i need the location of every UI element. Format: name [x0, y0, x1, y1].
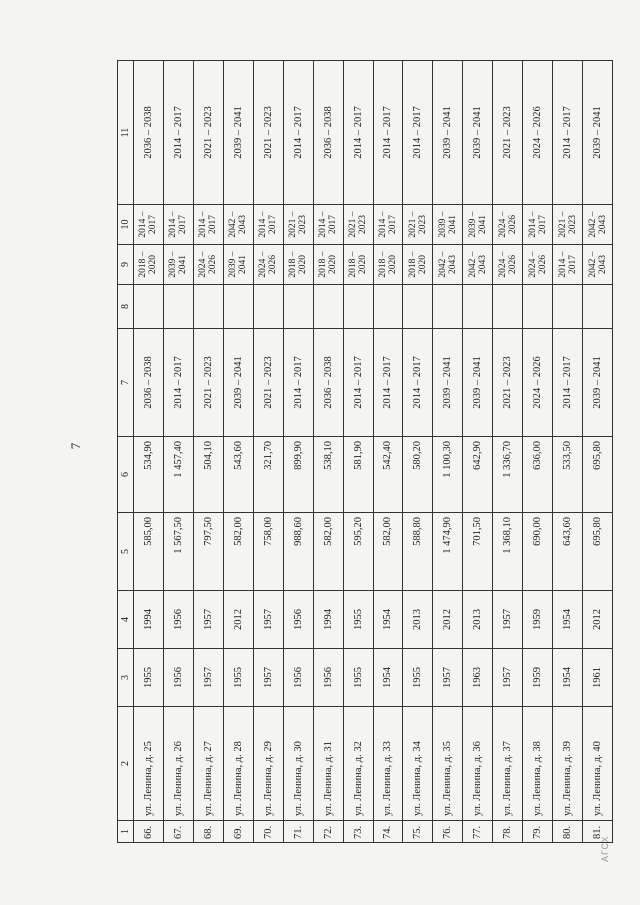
cell-c9: [313, 245, 343, 285]
cell-c7: 2036 – 2038: [313, 329, 343, 437]
cell-c9-line: 2026: [537, 255, 548, 274]
cell-c4: 1959: [523, 591, 553, 649]
cell-c10-line: 2021 –: [348, 211, 359, 238]
cell-c6: 636,00: [523, 437, 553, 513]
cell-c3: 1956: [313, 649, 343, 707]
cell-num: 79.: [523, 821, 553, 843]
cell-c9-line: 2041: [238, 255, 249, 274]
cell-c10-line: 2042 –: [228, 211, 239, 238]
cell-c9: [283, 245, 313, 285]
cell-c5: 588,80: [403, 513, 433, 591]
cell-c9: [433, 245, 463, 285]
cell-c9-line: 2041: [178, 255, 189, 274]
cell-c10-line: 2023: [567, 215, 578, 234]
cell-c9: [493, 245, 523, 285]
cell-c11: 2039 – 2041: [433, 61, 463, 205]
cell-c9-line: 2043: [447, 255, 458, 274]
cell-c9-line: 2042 –: [587, 251, 598, 278]
cell-c10-line: 2043: [597, 215, 608, 234]
cell-c5: 582,00: [313, 513, 343, 591]
cell-c10-line: 2023: [417, 215, 428, 234]
cell-c7: 2014 – 2017: [373, 329, 403, 437]
col-header-11: 11: [118, 61, 134, 205]
cell-c4: 2012: [223, 591, 253, 649]
cell-c9: [463, 245, 493, 285]
cell-c9: [403, 245, 433, 285]
cell-c10-line: 2017: [387, 215, 398, 234]
cell-c4: 1957: [253, 591, 283, 649]
cell-c4: 1957: [193, 591, 223, 649]
cell-c9-line: 2024 –: [198, 251, 209, 278]
cell-c9-line: 2024 –: [527, 251, 538, 278]
cell-c10-line: 2014 –: [198, 211, 209, 238]
col-header-7: 7: [118, 329, 134, 437]
cell-c10-line: 2017: [178, 215, 189, 234]
cell-c5: 595,20: [343, 513, 373, 591]
cell-c10-line: 2014 –: [377, 211, 388, 238]
cell-c5: 643,60: [553, 513, 583, 591]
cell-c8: [253, 285, 283, 329]
scan-watermark: АГСХ: [600, 835, 610, 862]
cell-c5: 1 474,90: [433, 513, 463, 591]
cell-c4: 2013: [463, 591, 493, 649]
cell-c6: 1 100,30: [433, 437, 463, 513]
cell-c11: 2021 – 2023: [193, 61, 223, 205]
table-row: [463, 61, 493, 843]
cell-c10-line: 2023: [298, 215, 309, 234]
cell-c11: 2036 – 2038: [134, 61, 164, 205]
cell-addr: ул. Ленина, д. 26: [163, 707, 193, 821]
cell-addr: ул. Ленина, д. 32: [343, 707, 373, 821]
table-container: [117, 61, 613, 843]
cell-num: 67.: [163, 821, 193, 843]
cell-c5: 582,00: [373, 513, 403, 591]
table-row: [283, 61, 313, 843]
cell-addr: ул. Ленина, д. 29: [253, 707, 283, 821]
cell-addr: ул. Ленина, д. 37: [493, 707, 523, 821]
page-number: 7: [68, 442, 83, 450]
cell-c11: 2014 – 2017: [373, 61, 403, 205]
cell-c8: [163, 285, 193, 329]
col-header-2: 2: [118, 707, 134, 821]
cell-c8: [493, 285, 523, 329]
table-row: [403, 61, 433, 843]
cell-c10: [373, 205, 403, 245]
cell-c9-line: 2018 –: [288, 251, 299, 278]
cell-c10-line: 2014 –: [138, 211, 149, 238]
col-header-5: 5: [118, 513, 134, 591]
repair-schedule-table: [117, 60, 613, 843]
cell-c9: [343, 245, 373, 285]
cell-c11: 2039 – 2041: [223, 61, 253, 205]
cell-c6: 642,90: [463, 437, 493, 513]
cell-c8: [463, 285, 493, 329]
cell-c5: 690,00: [523, 513, 553, 591]
cell-c10-line: 2021 –: [288, 211, 299, 238]
cell-num: 74.: [373, 821, 403, 843]
cell-c10-line: 2039 –: [437, 211, 448, 238]
cell-addr: ул. Ленина, д. 30: [283, 707, 313, 821]
cell-c8: [403, 285, 433, 329]
cell-c10-line: 2014 –: [527, 211, 538, 238]
cell-c9-line: 2020: [328, 255, 339, 274]
cell-c5: 701,50: [463, 513, 493, 591]
col-header-4: 4: [118, 591, 134, 649]
cell-c9-line: 2024 –: [258, 251, 269, 278]
cell-c10: [223, 205, 253, 245]
cell-c3: 1955: [403, 649, 433, 707]
cell-c9-line: 2018 –: [377, 251, 388, 278]
cell-c8: [134, 285, 164, 329]
cell-c7: 2014 – 2017: [283, 329, 313, 437]
cell-c4: 2013: [403, 591, 433, 649]
cell-c3: 1959: [523, 649, 553, 707]
cell-c9-line: 2018 –: [407, 251, 418, 278]
cell-addr: ул. Ленина, д. 38: [523, 707, 553, 821]
cell-c10: [523, 205, 553, 245]
table-row: [253, 61, 283, 843]
cell-c3: 1955: [134, 649, 164, 707]
col-header-10: 10: [118, 205, 134, 245]
cell-c10: [433, 205, 463, 245]
col-header-1: 1: [118, 821, 134, 843]
cell-c8: [583, 285, 613, 329]
cell-c6: 695,80: [583, 437, 613, 513]
table-row: [134, 61, 164, 843]
cell-num: 68.: [193, 821, 223, 843]
cell-addr: ул. Ленина, д. 28: [223, 707, 253, 821]
cell-c7: 2036 – 2038: [134, 329, 164, 437]
cell-c4: 2012: [583, 591, 613, 649]
table-row: [493, 61, 523, 843]
table-row: [433, 61, 463, 843]
cell-c9: [373, 245, 403, 285]
cell-c5: 988,60: [283, 513, 313, 591]
cell-c10-line: 2039 –: [467, 211, 478, 238]
cell-c10: [163, 205, 193, 245]
cell-c3: 1957: [493, 649, 523, 707]
cell-c10-line: 2017: [328, 215, 339, 234]
cell-addr: ул. Ленина, д. 34: [403, 707, 433, 821]
cell-c9-line: 2020: [417, 255, 428, 274]
cell-c10: [343, 205, 373, 245]
col-header-3: 3: [118, 649, 134, 707]
cell-c8: [223, 285, 253, 329]
cell-c9-line: 2039 –: [168, 251, 179, 278]
cell-c4: 1956: [283, 591, 313, 649]
cell-c7: 2039 – 2041: [463, 329, 493, 437]
col-header-9: 9: [118, 245, 134, 285]
cell-c8: [193, 285, 223, 329]
cell-addr: ул. Ленина, д. 31: [313, 707, 343, 821]
cell-c3: 1957: [193, 649, 223, 707]
cell-c9: [193, 245, 223, 285]
cell-c6: 321,70: [253, 437, 283, 513]
cell-c11: 2014 – 2017: [553, 61, 583, 205]
cell-c3: 1955: [223, 649, 253, 707]
cell-c7: 2021 – 2023: [493, 329, 523, 437]
cell-c9: [523, 245, 553, 285]
table-row: [553, 61, 583, 843]
cell-c10-line: 2043: [238, 215, 249, 234]
table-row: [583, 61, 613, 843]
cell-c10: [553, 205, 583, 245]
cell-c5: 758,00: [253, 513, 283, 591]
cell-c11: 2021 – 2023: [493, 61, 523, 205]
cell-num: 71.: [283, 821, 313, 843]
cell-num: 73.: [343, 821, 373, 843]
cell-c9-line: 2018 –: [348, 251, 359, 278]
cell-c10: [583, 205, 613, 245]
cell-c9: [583, 245, 613, 285]
cell-c9: [163, 245, 193, 285]
cell-addr: ул. Ленина, д. 27: [193, 707, 223, 821]
cell-c4: 2012: [433, 591, 463, 649]
cell-c10-line: 2041: [477, 215, 488, 234]
cell-c7: 2014 – 2017: [343, 329, 373, 437]
cell-c9: [134, 245, 164, 285]
cell-c9-line: 2020: [358, 255, 369, 274]
cell-c4: 1954: [553, 591, 583, 649]
cell-c9-line: 2020: [387, 255, 398, 274]
cell-c10: [313, 205, 343, 245]
cell-c9: [223, 245, 253, 285]
cell-c6: 1 457,40: [163, 437, 193, 513]
cell-c7: 2039 – 2041: [223, 329, 253, 437]
cell-c10: [493, 205, 523, 245]
cell-c11: 2036 – 2038: [313, 61, 343, 205]
cell-c10: [463, 205, 493, 245]
cell-c3: 1956: [283, 649, 313, 707]
cell-c5: 1 567,50: [163, 513, 193, 591]
cell-c8: [433, 285, 463, 329]
cell-c3: 1955: [343, 649, 373, 707]
cell-num: 77.: [463, 821, 493, 843]
table-row: [163, 61, 193, 843]
cell-c3: 1963: [463, 649, 493, 707]
col-header-8: 8: [118, 285, 134, 329]
cell-c11: 2039 – 2041: [583, 61, 613, 205]
cell-num: 69.: [223, 821, 253, 843]
cell-c9-line: 2043: [597, 255, 608, 274]
cell-c5: 695,80: [583, 513, 613, 591]
rotated-table-frame: [117, 61, 613, 843]
cell-c10-line: 2023: [358, 215, 369, 234]
cell-c4: 1994: [313, 591, 343, 649]
cell-c11: 2014 – 2017: [283, 61, 313, 205]
cell-c8: [523, 285, 553, 329]
cell-c6: 533,50: [553, 437, 583, 513]
cell-c9-line: 2026: [268, 255, 279, 274]
cell-c8: [313, 285, 343, 329]
cell-c10: [403, 205, 433, 245]
cell-c10-line: 2017: [537, 215, 548, 234]
cell-c3: 1954: [373, 649, 403, 707]
cell-c5: 797,50: [193, 513, 223, 591]
cell-c11: 2014 – 2017: [343, 61, 373, 205]
cell-c10-line: 2017: [208, 215, 219, 234]
cell-c3: 1957: [253, 649, 283, 707]
cell-c3: 1954: [553, 649, 583, 707]
cell-c6: 538,10: [313, 437, 343, 513]
table-row: [313, 61, 343, 843]
cell-c9-line: 2020: [148, 255, 159, 274]
cell-c9-line: 2017: [567, 255, 578, 274]
cell-c4: 1954: [373, 591, 403, 649]
cell-c9-line: 2043: [477, 255, 488, 274]
cell-c4: 1956: [163, 591, 193, 649]
cell-c10-line: 2026: [507, 215, 518, 234]
cell-c3: 1961: [583, 649, 613, 707]
cell-c9-line: 2039 –: [228, 251, 239, 278]
cell-c6: 534,90: [134, 437, 164, 513]
cell-num: 80.: [553, 821, 583, 843]
cell-c8: [553, 285, 583, 329]
header-row: [118, 61, 134, 843]
cell-c5: 585,00: [134, 513, 164, 591]
cell-c6: 542,40: [373, 437, 403, 513]
cell-c10-line: 2041: [447, 215, 458, 234]
cell-c9: [253, 245, 283, 285]
cell-c4: 1955: [343, 591, 373, 649]
cell-addr: ул. Ленина, д. 35: [433, 707, 463, 821]
cell-c8: [283, 285, 313, 329]
cell-c8: [373, 285, 403, 329]
cell-c9-line: 2018 –: [318, 251, 329, 278]
cell-c10-line: 2014 –: [258, 211, 269, 238]
cell-c4: 1994: [134, 591, 164, 649]
cell-c7: 2039 – 2041: [433, 329, 463, 437]
cell-c11: 2014 – 2017: [403, 61, 433, 205]
cell-c10: [283, 205, 313, 245]
cell-c3: 1957: [433, 649, 463, 707]
cell-addr: ул. Ленина, д. 36: [463, 707, 493, 821]
cell-c6: 899,90: [283, 437, 313, 513]
cell-num: 78.: [493, 821, 523, 843]
cell-addr: ул. Ленина, д. 25: [134, 707, 164, 821]
cell-num: 81.: [583, 821, 613, 843]
cell-c9-line: 2042 –: [437, 251, 448, 278]
cell-c9-line: 2018 –: [138, 251, 149, 278]
cell-c10-line: 2021 –: [557, 211, 568, 238]
cell-c6: 1 336,70: [493, 437, 523, 513]
cell-c9-line: 2026: [507, 255, 518, 274]
cell-c10-line: 2024 –: [497, 211, 508, 238]
cell-addr: ул. Ленина, д. 39: [553, 707, 583, 821]
cell-c7: 2014 – 2017: [403, 329, 433, 437]
cell-c6: 581,90: [343, 437, 373, 513]
cell-c8: [343, 285, 373, 329]
cell-c9-line: 2024 –: [497, 251, 508, 278]
cell-c10-line: 2017: [268, 215, 279, 234]
cell-num: 75.: [403, 821, 433, 843]
cell-c10: [134, 205, 164, 245]
cell-c7: 2021 – 2023: [193, 329, 223, 437]
cell-c5: 1 368,10: [493, 513, 523, 591]
cell-c9-line: 2042 –: [467, 251, 478, 278]
cell-c9-line: 2026: [208, 255, 219, 274]
cell-c11: 2039 – 2041: [463, 61, 493, 205]
cell-c10-line: 2042 –: [587, 211, 598, 238]
cell-c5: 582,00: [223, 513, 253, 591]
cell-c6: 543,60: [223, 437, 253, 513]
cell-c11: 2021 – 2023: [253, 61, 283, 205]
cell-c7: 2021 – 2023: [253, 329, 283, 437]
cell-c11: 2014 – 2017: [163, 61, 193, 205]
table-row: [223, 61, 253, 843]
cell-addr: ул. Ленина, д. 33: [373, 707, 403, 821]
cell-c9: [553, 245, 583, 285]
table-row: [523, 61, 553, 843]
cell-c9-line: 2014 –: [557, 251, 568, 278]
cell-c4: 1957: [493, 591, 523, 649]
cell-c10-line: 2014 –: [318, 211, 329, 238]
table-row: [373, 61, 403, 843]
col-header-6: 6: [118, 437, 134, 513]
cell-c6: 504,10: [193, 437, 223, 513]
table-row: [193, 61, 223, 843]
cell-c3: 1956: [163, 649, 193, 707]
table-body: [134, 61, 613, 843]
cell-c10: [193, 205, 223, 245]
cell-c11: 2024 – 2026: [523, 61, 553, 205]
cell-c7: 2014 – 2017: [163, 329, 193, 437]
cell-c7: 2039 – 2041: [583, 329, 613, 437]
cell-addr: ул. Ленина, д. 40: [583, 707, 613, 821]
cell-c10-line: 2014 –: [168, 211, 179, 238]
cell-c7: 2014 – 2017: [553, 329, 583, 437]
cell-c10: [253, 205, 283, 245]
cell-c10-line: 2017: [148, 215, 159, 234]
table-row: [343, 61, 373, 843]
cell-num: 66.: [134, 821, 164, 843]
cell-num: 76.: [433, 821, 463, 843]
cell-num: 70.: [253, 821, 283, 843]
cell-num: 72.: [313, 821, 343, 843]
cell-c7: 2024 – 2026: [523, 329, 553, 437]
cell-c9-line: 2020: [298, 255, 309, 274]
cell-c10-line: 2021 –: [407, 211, 418, 238]
cell-c6: 580,20: [403, 437, 433, 513]
